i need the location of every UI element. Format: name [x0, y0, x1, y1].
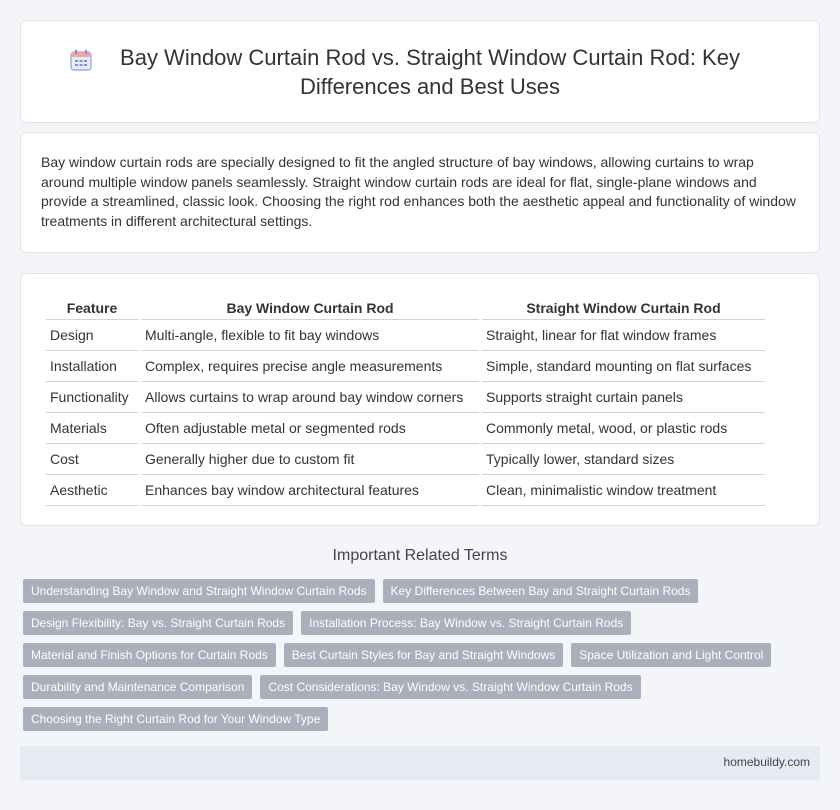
related-terms-list	[23, 579, 803, 731]
table-cell: Generally higher due to custom fit	[141, 444, 479, 475]
table-row	[46, 413, 765, 444]
table-cell: Aesthetic	[46, 475, 138, 506]
related-term-tag[interactable]: Best Curtain Styles for Bay and Straight Windows	[284, 643, 563, 667]
column-header-straight: Straight Window Curtain Rod	[482, 294, 765, 320]
table-cell: Allows curtains to wrap around bay window corners	[141, 382, 479, 413]
related-term-tag[interactable]: Understanding Bay Window and Straight Window Curtain Rods	[23, 579, 375, 603]
table-header-row	[46, 294, 765, 320]
table-cell: Multi-angle, flexible to fit bay windows	[141, 320, 479, 351]
related-term-tag[interactable]: Installation Process: Bay Window vs. Straight Curtain Rods	[301, 611, 631, 635]
column-header-feature: Feature	[46, 294, 138, 320]
table-cell: Simple, standard mounting on flat surfaces	[482, 351, 765, 382]
header-card	[20, 20, 820, 123]
table-cell: Often adjustable metal or segmented rods	[141, 413, 479, 444]
intro-text: Bay window curtain rods are specially designed to fit the angled structure of bay windows, allowing curtains to wrap around multiple window panels seamlessly. Straight window curtain rods are ideal for flat, single-plane windows and provide a streamlined, classic look. Choosing the right rod enhances both the aesthetic appeal and functionality of window treatments in different architectural settings.	[41, 154, 796, 229]
related-term-tag[interactable]: Design Flexibility: Bay vs. Straight Curtain Rods	[23, 611, 293, 635]
table-cell: Clean, minimalistic window treatment	[482, 475, 765, 506]
table-row	[46, 475, 765, 506]
comparison-table	[43, 294, 768, 506]
related-term-tag[interactable]: Cost Considerations: Bay Window vs. Straight Window Curtain Rods	[260, 675, 640, 699]
table-row	[46, 351, 765, 382]
footer-site-name[interactable]: homebuildy.com	[723, 755, 810, 769]
table-cell: Cost	[46, 444, 138, 475]
table-cell: Materials	[46, 413, 138, 444]
table-cell: Complex, requires precise angle measurements	[141, 351, 479, 382]
related-terms-heading: Important Related Terms	[332, 547, 508, 564]
table-cell: Enhances bay window architectural features	[141, 475, 479, 506]
table-row	[46, 382, 765, 413]
footer	[20, 746, 820, 780]
related-term-tag[interactable]: Material and Finish Options for Curtain Rods	[23, 643, 276, 667]
column-header-bay: Bay Window Curtain Rod	[141, 294, 479, 320]
related-term-tag[interactable]: Durability and Maintenance Comparison	[23, 675, 252, 699]
comparison-table-card	[20, 273, 820, 526]
table-cell: Supports straight curtain panels	[482, 382, 765, 413]
related-term-tag[interactable]: Space Utilization and Light Control	[571, 643, 771, 667]
table-cell: Functionality	[46, 382, 138, 413]
table-cell: Straight, linear for flat window frames	[482, 320, 765, 351]
related-term-tag[interactable]: Choosing the Right Curtain Rod for Your Window Type	[23, 707, 328, 731]
table-cell: Design	[46, 320, 138, 351]
table-row	[46, 320, 765, 351]
related-term-tag[interactable]: Key Differences Between Bay and Straight Curtain Rods	[383, 579, 699, 603]
table-cell: Installation	[46, 351, 138, 382]
table-row	[46, 444, 765, 475]
table-cell: Typically lower, standard sizes	[482, 444, 765, 475]
intro-card	[20, 132, 820, 253]
page-title: Bay Window Curtain Rod vs. Straight Window Curtain Rod: Key Differences and Best Uses	[120, 44, 740, 99]
table-cell: Commonly metal, wood, or plastic rods	[482, 413, 765, 444]
